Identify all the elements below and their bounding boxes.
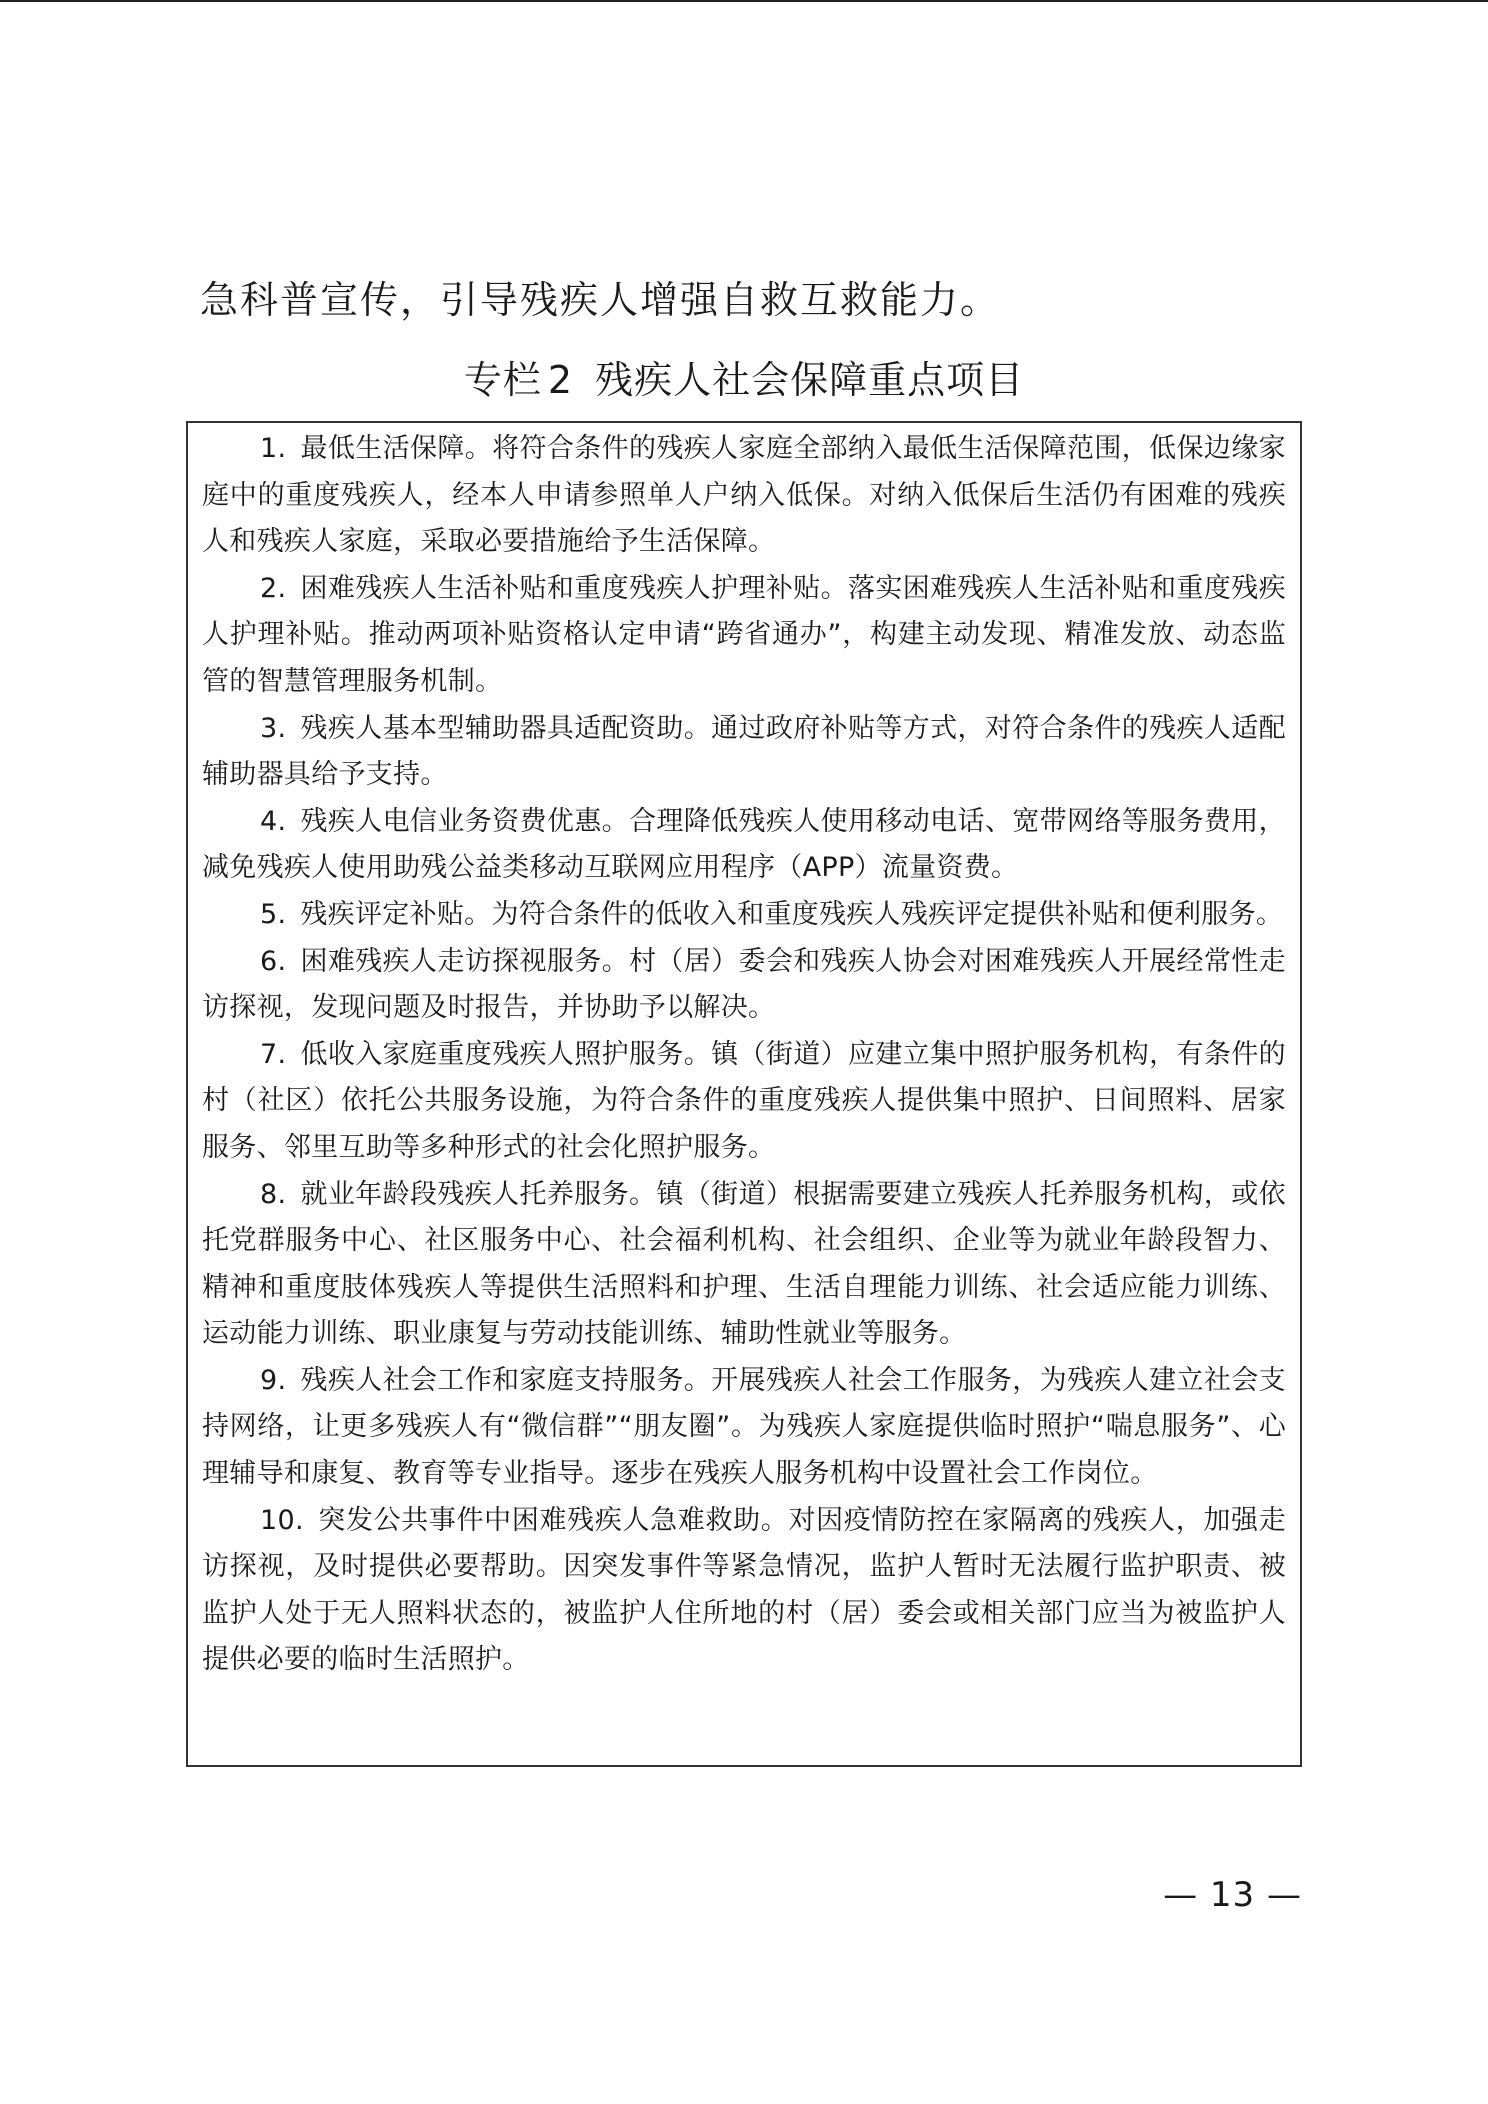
list-item [202,939,1286,1032]
item-number: 9. [260,1364,287,1396]
item-text: 残疾人电信业务资费优惠。合理降低残疾人使用移动电话、宽带网络等服务费用，减免残疾人使用助残公益类移动互联网应用程序（APP）流量资费。 [202,805,1286,884]
item-text: 困难残疾人走访探视服务。村（居）委会和残疾人协会对困难残疾人开展经常性走访探视，发现问题及时报告，并协助予以解决。 [202,945,1286,1024]
item-number: 1. [260,433,287,464]
list-item [202,892,1286,939]
item-text: 就业年龄段残疾人托养服务。镇（街道）根据需要建立残疾人托养服务机构，或依托党群服务中心、社区服务中心、社会福利机构、社会组织、企业等为就业年龄段智力、精神和重度肢体残疾人等提供生活照料和护理、生活自理能力训练、社会适应能力训练、运动能力训练、职业康复与劳动技能训练、辅助性就业等服务。 [202,1178,1286,1350]
box-title [0,350,1488,410]
item-text: 低收入家庭重度残疾人照护服务。镇（街道）应建立集中照护服务机构，有条件的村（社区）依托公共服务设施，为符合条件的重度残疾人提供集中照护、日间照料、居家服务、邻里互助等多种形式的社会化照护服务。 [202,1038,1286,1163]
item-number: 2. [260,572,287,604]
lead-paragraph: 急科普宣传，引导残疾人增强自救互救能力。 [200,278,1001,322]
page-number: — 13 — [1163,1875,1302,1915]
item-text: 突发公共事件中困难残疾人急难救助。对因疫情防控在家隔离的残疾人，加强走访探视，及时提供必要帮助。因突发事件等紧急情况，监护人暂时无法履行监护职责、被监护人处于无人照料状态的，被监护人住所地的村（居）委会或相关部门应当为被监护人提供必要的临时生活照护。 [202,1504,1286,1676]
item-number: 4. [260,805,287,837]
item-text: 残疾人基本型辅助器具适配资助。通过政府补贴等方式，对符合条件的残疾人适配辅助器具给予支持。 [202,712,1286,791]
list-item [202,566,1286,706]
key-projects-box [186,421,1302,1767]
top-border-rule [0,0,1488,2]
item-number: 5. [260,898,287,930]
box-title-number: 2 [547,358,574,402]
item-text: 最低生活保障。将符合条件的残疾人家庭全部纳入最低生活保障范围，低保边缘家庭中的重度残疾人，经本人申请参照单人户纳入低保。对纳入低保后生活仍有困难的残疾人和残疾人家庭，采取必要措施给予生活保障。 [202,433,1286,558]
list-item [202,1498,1286,1684]
list-item [202,1172,1286,1358]
box-title-prefix: 专栏 [463,358,542,402]
item-text: 残疾人社会工作和家庭支持服务。开展残疾人社会工作服务，为残疾人建立社会支持网络，让更多残疾人有“微信群”“朋友圈”。为残疾人家庭提供临时照护“喘息服务”、心理辅导和康复、教育等专业指导。逐步在残疾人服务机构中设置社会工作岗位。 [202,1364,1286,1490]
item-number: 8. [260,1178,287,1210]
item-number: 6. [260,945,287,977]
item-text: 困难残疾人生活补贴和重度残疾人护理补贴。落实困难残疾人生活补贴和重度残疾人护理补贴。推动两项补贴资格认定申请“跨省通办”，构建主动发现、精准发放、动态监管的智慧管理服务机制。 [202,572,1286,697]
list-item [202,1032,1286,1172]
list-item [202,706,1286,799]
list-item [202,426,1286,566]
item-number: 10. [260,1504,304,1536]
box-title-text: 残疾人社会保障重点项目 [595,358,1025,402]
item-number: 7. [260,1038,287,1070]
item-number: 3. [260,712,287,744]
list-item [202,1358,1286,1498]
item-text: 残疾评定补贴。为符合条件的低收入和重度残疾人残疾评定提供补贴和便利服务。 [300,898,1284,930]
list-item [202,799,1286,892]
